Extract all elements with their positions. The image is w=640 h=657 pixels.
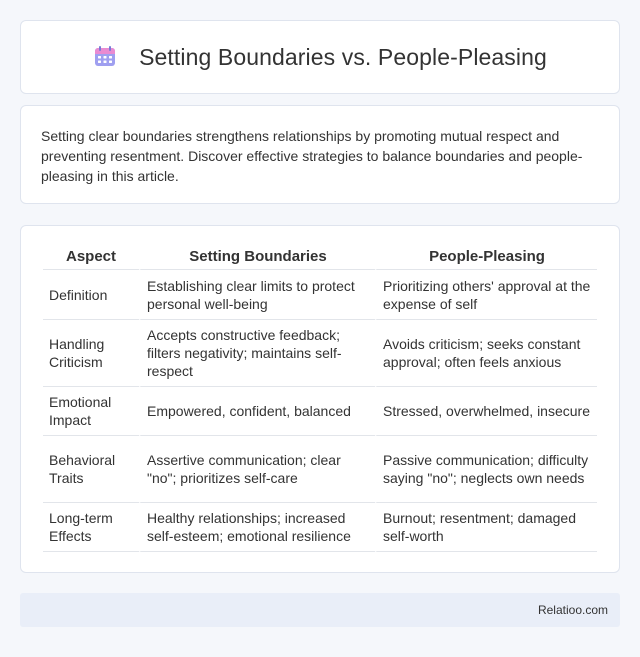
table-row bbox=[43, 387, 597, 436]
title-card bbox=[20, 20, 620, 94]
people-pleasing-cell: Passive communication; difficulty saying "no"; neglects own needs bbox=[375, 436, 597, 503]
comparison-table bbox=[43, 244, 597, 552]
table-row bbox=[43, 270, 597, 320]
boundaries-cell: Healthy relationships; increased self-esteem; emotional resilience bbox=[139, 503, 375, 552]
page-title: Setting Boundaries vs. People-Pleasing bbox=[139, 43, 547, 70]
calendar-icon bbox=[93, 44, 117, 68]
aspect-cell: Long-term Effects bbox=[43, 503, 139, 552]
comparison-table-card bbox=[20, 225, 620, 573]
aspect-cell: Handling Criticism bbox=[43, 320, 139, 387]
footer-brand: Relatioo.com bbox=[537, 603, 608, 617]
footer bbox=[20, 593, 620, 627]
boundaries-cell: Establishing clear limits to protect personal well-being bbox=[139, 270, 375, 320]
people-pleasing-cell: Stressed, overwhelmed, insecure bbox=[375, 387, 597, 436]
intro-text: Setting clear boundaries strengthens relationships by promoting mutual respect and preventing resentment. Discover effective strategies to balance boundaries and people-pleasing in this article. bbox=[41, 128, 583, 184]
boundaries-cell: Assertive communication; clear "no"; prioritizes self-care bbox=[139, 436, 375, 503]
aspect-cell: Definition bbox=[43, 270, 139, 320]
people-pleasing-cell: Prioritizing others' approval at the expense of self bbox=[375, 270, 597, 320]
people-pleasing-cell: Avoids criticism; seeks constant approval; often feels anxious bbox=[375, 320, 597, 387]
header-setting-boundaries: Setting Boundaries bbox=[139, 244, 375, 270]
boundaries-cell: Accepts constructive feedback; filters negativity; maintains self-respect bbox=[139, 320, 375, 387]
header-people-pleasing: People-Pleasing bbox=[375, 244, 597, 270]
boundaries-cell: Empowered, confident, balanced bbox=[139, 387, 375, 436]
aspect-cell: Emotional Impact bbox=[43, 387, 139, 436]
table-row bbox=[43, 436, 597, 503]
table-row bbox=[43, 320, 597, 387]
header-aspect: Aspect bbox=[43, 244, 139, 270]
table-header-row bbox=[43, 244, 597, 270]
table-row bbox=[43, 503, 597, 552]
aspect-cell: Behavioral Traits bbox=[43, 436, 139, 503]
intro-card bbox=[20, 105, 620, 204]
people-pleasing-cell: Burnout; resentment; damaged self-worth bbox=[375, 503, 597, 552]
